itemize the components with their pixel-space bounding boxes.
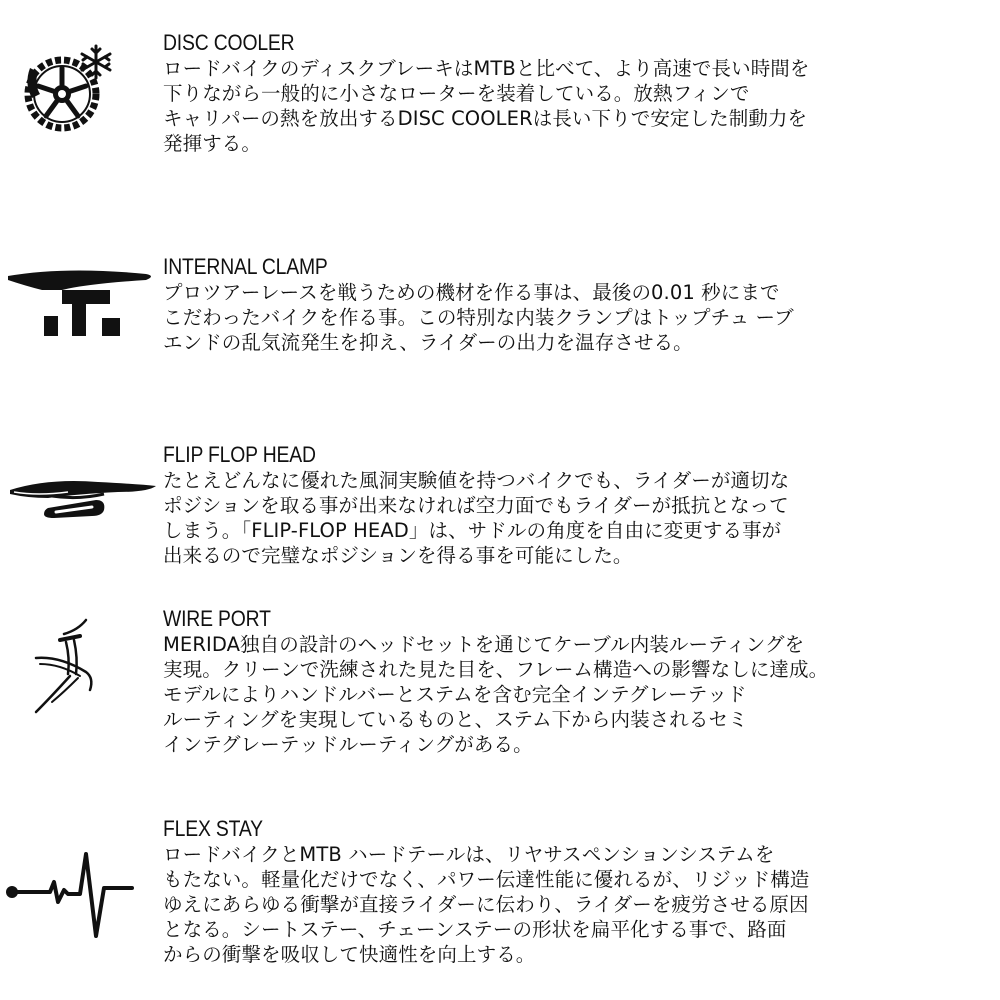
feature-text-block <box>163 442 993 568</box>
disc-cooler-icon <box>18 40 118 140</box>
wire-port-icon <box>30 618 100 714</box>
feature-description-line: となる。シートステー、チェーンステーの形状を扁平化する事で、路面 <box>163 918 787 941</box>
feature-description-line: 出来るので完璧なポジションを得る事を可能にした。 <box>163 544 633 567</box>
flip-flop-head-icon <box>8 476 158 532</box>
feature-title: INTERNAL CLAMP <box>163 254 328 279</box>
feature-flex-stay <box>0 790 1000 1000</box>
feature-title: DISC COOLER <box>163 30 295 55</box>
feature-description-line: ロードバイクのディスクブレーキはMTBと比べて、より高速で長い時間を <box>163 57 810 80</box>
feature-description-line: MERIDA独自の設計のヘッドセットを通じてケーブル内装ルーティングを <box>163 633 805 656</box>
feature-description-line: ルーティングを実現しているものと、ステム下から内装されるセミ <box>163 708 748 731</box>
feature-description-line: ロードバイクとMTB ハードテールは、リヤサスペンションシステムを <box>163 843 775 866</box>
feature-title: FLIP FLOP HEAD <box>163 442 316 467</box>
feature-description-line: プロツアーレースを戦うための機材を作る事は、最後の0.01 秒にまで <box>163 281 780 304</box>
feature-text-block <box>163 30 993 156</box>
feature-flip-flop-head <box>0 420 1000 600</box>
feature-title: WIRE PORT <box>163 606 271 631</box>
feature-title: FLEX STAY <box>163 816 263 841</box>
feature-text-block <box>163 816 993 967</box>
feature-description-line: しまう。「FLIP-FLOP HEAD」は、サドルの角度を自由に変更する事が <box>163 519 782 542</box>
feature-description-line: こだわったバイクを作る事。この特別な内装クランプはトップチュ ーブ <box>163 306 794 329</box>
feature-description-line: ゆえにあらゆる衝撃が直接ライダーに伝わり、ライダーを疲労させる原因 <box>163 893 809 916</box>
feature-description-line: エンドの乱気流発生を抑え、ライダーの出力を温存させる。 <box>163 331 693 354</box>
feature-description-line: インテグレーテッドルーティングがある。 <box>163 733 533 756</box>
internal-clamp-icon <box>6 268 156 348</box>
flex-stay-icon <box>4 850 134 940</box>
feature-description-line: 下りながら一般的に小さなローターを装着している。放熱フィンで <box>163 82 750 105</box>
feature-description-line: からの衝撃を吸収して快適性を向上する。 <box>163 943 536 966</box>
feature-description-line: たとえどんなに優れた風洞実験値を持つバイクでも、ライダーが適切な <box>163 469 790 492</box>
feature-text-block <box>163 606 993 757</box>
feature-description-line: キャリパーの熱を放出するDISC COOLERは長い下りで安定した制動力を <box>163 107 808 130</box>
feature-wire-port <box>0 600 1000 790</box>
feature-description-line: ポジションを取る事が出来なければ空力面でもライダーが抵抗となって <box>163 494 789 517</box>
feature-description-line: 実現。クリーンで洗練された見た目を、フレーム構造への影響なしに達成。 <box>163 658 829 681</box>
feature-text-block <box>163 254 993 355</box>
feature-description-line: 発揮する。 <box>163 132 262 155</box>
feature-description-line: モデルによりハンドルバーとステムを含む完全インテグレーテッド <box>163 683 747 706</box>
feature-description-line: もたない。軽量化だけでなく、パワー伝達性能に優れるが、リジッド構造 <box>163 868 810 891</box>
feature-disc-cooler <box>0 0 1000 200</box>
feature-internal-clamp <box>0 200 1000 420</box>
